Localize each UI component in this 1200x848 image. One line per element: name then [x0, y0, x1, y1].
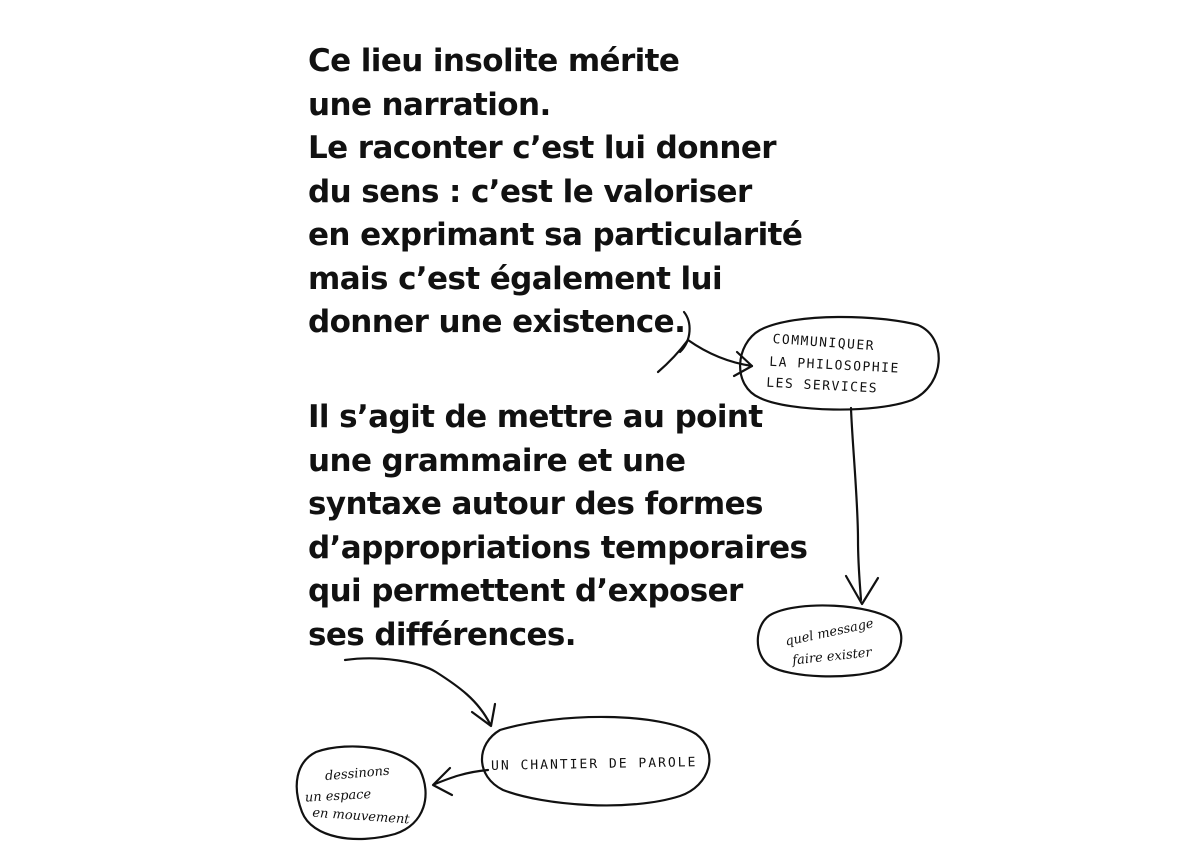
text-line: en exprimant sa particularité [308, 217, 803, 253]
note-line: en mouvement [311, 805, 411, 828]
note-line: quel message [783, 616, 875, 650]
text-line: qui permettent d’exposer [308, 573, 743, 609]
note-line: LA PHILOSOPHIE [768, 354, 901, 377]
text-line: d’appropriations temporaires [308, 529, 808, 566]
underline-mark [345, 658, 490, 724]
text-line: mais c’est également lui [308, 260, 723, 297]
bracket-mark [680, 312, 690, 352]
text-line: une narration. [308, 86, 551, 123]
note-line: UN CHANTIER DE PAROLE [490, 755, 698, 774]
text-line: Il s’agit de mettre au point [308, 399, 763, 435]
arrow-to-communiquer [658, 340, 752, 372]
arrow-to-espace [435, 770, 488, 784]
note-line: faire exister [791, 645, 873, 669]
text-line: une grammaire et une [308, 442, 686, 479]
text-line: Le raconter c’est lui donner [308, 130, 776, 166]
bubble-message [758, 605, 901, 676]
note-line: LES SERVICES [765, 375, 879, 397]
text-line: Ce lieu insolite mérite [308, 43, 680, 79]
note-line: un espace [304, 787, 372, 806]
text-line: donner une existence. [308, 304, 686, 340]
text-line: du sens : c’est le valoriser [308, 173, 752, 210]
text-line: syntaxe autour des formes [308, 486, 763, 522]
text-line: ses différences. [308, 616, 576, 653]
arrowhead [472, 704, 495, 726]
note-line: dessinons [324, 763, 391, 785]
arrow-to-message [851, 408, 861, 600]
note-line: COMMUNIQUER [772, 331, 876, 355]
